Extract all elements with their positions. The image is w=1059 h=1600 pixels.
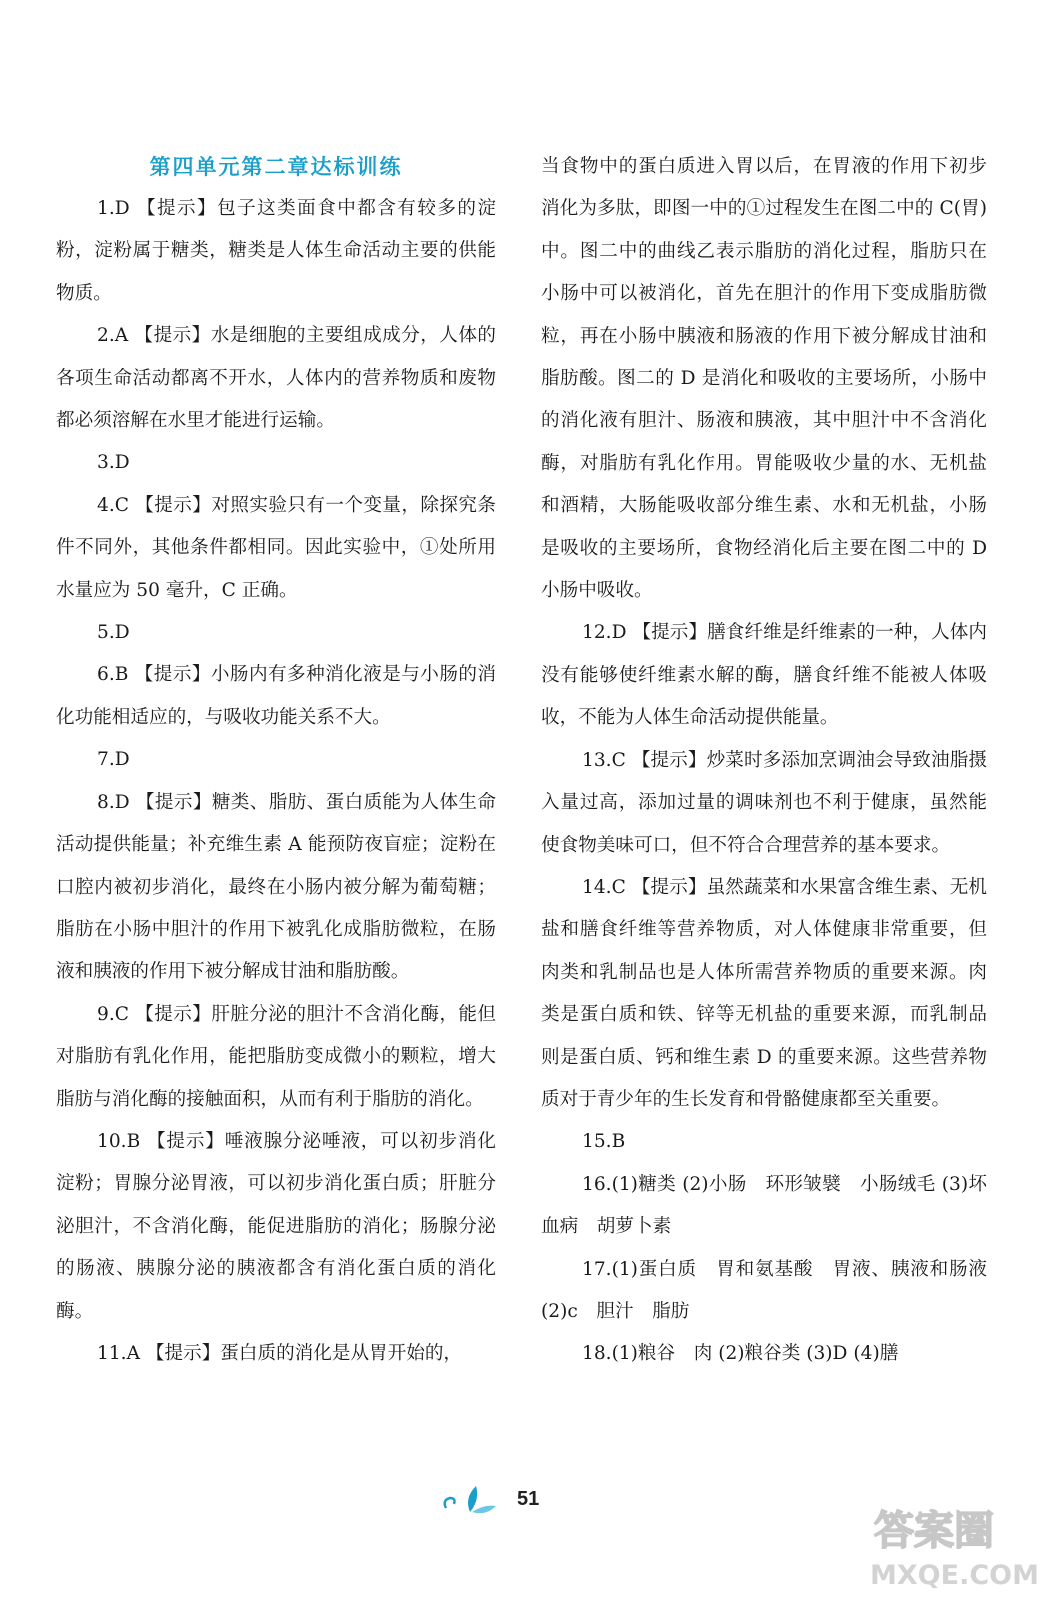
answer-9: 9.C 【提示】肝脏分泌的胆汁不含消化酶，能但对脂肪有乳化作用，能把脂肪变成微小的颗粒，增大脂肪与消化酶的接触面积，从而有利于脂肪的消化。: [56, 1003, 496, 1110]
answer-11-continued: 当食物中的蛋白质进入胃以后，在胃液的作用下初步消化为多肽，即图一中的①过程发生在图二中的 C(胃)中。图二中的曲线乙表示脂肪的消化过程，脂肪只在小肠中可以被消化，首先在胆汁的作用下变成脂肪微粒，再在小肠中胰液和肠液的作用下被分解成甘油和脂肪酸。图二的 D 是消化和吸收的主要场所，小肠中的消化液有胆汁、肠液和胰液，其中胆汁中不含消化酶，对脂肪有乳化作用。胃能吸收少量的水、无机盐和酒精，大肠能吸收部分维生素、水和无机盐，小肠是吸收的主要场所，食物经消化后主要在图二中的 D 小肠中吸收。: [541, 156, 987, 602]
answer-7: 7.D: [97, 749, 130, 771]
answer-3: 3.D: [97, 452, 130, 474]
svg-text:答案圈: 答案圈: [874, 1508, 994, 1554]
answer-13: 13.C 【提示】炒菜时多添加烹调油会导致油脂摄入量过高，添加过量的调味剂也不利于健康，虽然能使食物美味可口，但不符合合理营养的基本要求。: [541, 749, 987, 856]
watermark-logo-icon: [868, 1500, 1048, 1596]
leaf-decoration-icon: [440, 1482, 506, 1516]
answer-2: 2.A 【提示】水是细胞的主要组成成分，人体的各项生命活动都离不开水，人体内的营养物质和废物都必须溶解在水里才能进行运输。: [56, 325, 496, 432]
answer-5: 5.D: [97, 622, 130, 644]
right-column: [541, 146, 987, 1376]
answer-4: 4.C 【提示】对照实验只有一个变量，除探究条件不同外，其他条件都相同。因此实验中，①处所用水量应为 50 毫升，C 正确。: [56, 494, 496, 601]
answer-14: 14.C 【提示】虽然蔬菜和水果富含维生素、无机盐和膳食纤维等营养物质，对人体健康非常重要，但肉类和乳制品也是人体所需营养物质的重要来源。肉类是蛋白质和铁、锌等无机盐的重要来源，而乳制品则是蛋白质、钙和维生素 D 的重要来源。这些营养物质对于青少年的生长发育和骨骼健康都至关重要。: [541, 876, 987, 1110]
answer-15: 15.B: [582, 1131, 626, 1153]
answer-17: 17.(1)蛋白质 胃和氨基酸 胃液、胰液和肠液 (2)c 胆汁 脂肪: [541, 1258, 987, 1322]
page-number: 51: [517, 1488, 540, 1510]
answer-8: 8.D 【提示】糖类、脂肪、蛋白质能为人体生命活动提供能量；补充维生素 A 能预防夜盲症；淀粉在口腔内被初步消化，最终在小肠内被分解为葡萄糖；脂肪在小肠中胆汁的作用下被乳化成脂肪微粒，在肠液和胰液的作用下被分解成甘油和脂肪酸。: [56, 791, 496, 983]
answer-6: 6.B 【提示】小肠内有多种消化液是与小肠的消化功能相适应的，与吸收功能关系不大。: [56, 664, 496, 728]
answer-12: 12.D 【提示】膳食纤维是纤维素的一种，人体内没有能够使纤维素水解的酶，膳食纤维不能被人体吸收，不能为人体生命活动提供能量。: [541, 622, 987, 729]
answer-10: 10.B 【提示】唾液腺分泌唾液，可以初步消化淀粉；胃腺分泌胃液，可以初步消化蛋白质；肝脏分泌胆汁，不含消化酶，能促进脂肪的消化；肠腺分泌的肠液、胰腺分泌的胰液都含有消化蛋白质的消化酶。: [56, 1130, 496, 1322]
section-title: 第四单元第二章达标训练: [149, 154, 403, 179]
watermark-text: MXQE.COM: [870, 1560, 1039, 1591]
answer-16: 16.(1)糖类 (2)小肠 环形皱襞 小肠绒毛 (3)坏血病 胡萝卜素: [541, 1173, 987, 1238]
answer-1: 1.D 【提示】包子这类面食中都含有较多的淀粉，淀粉属于糖类，糖类是人体生命活动主要的供能物质。: [56, 198, 496, 304]
answer-11: 11.A 【提示】蛋白质的消化是从胃开始的，: [97, 1342, 463, 1364]
left-column: [56, 146, 496, 1375]
answer-18: 18.(1)粮谷 肉 (2)粮谷类 (3)D (4)膳: [582, 1343, 899, 1365]
